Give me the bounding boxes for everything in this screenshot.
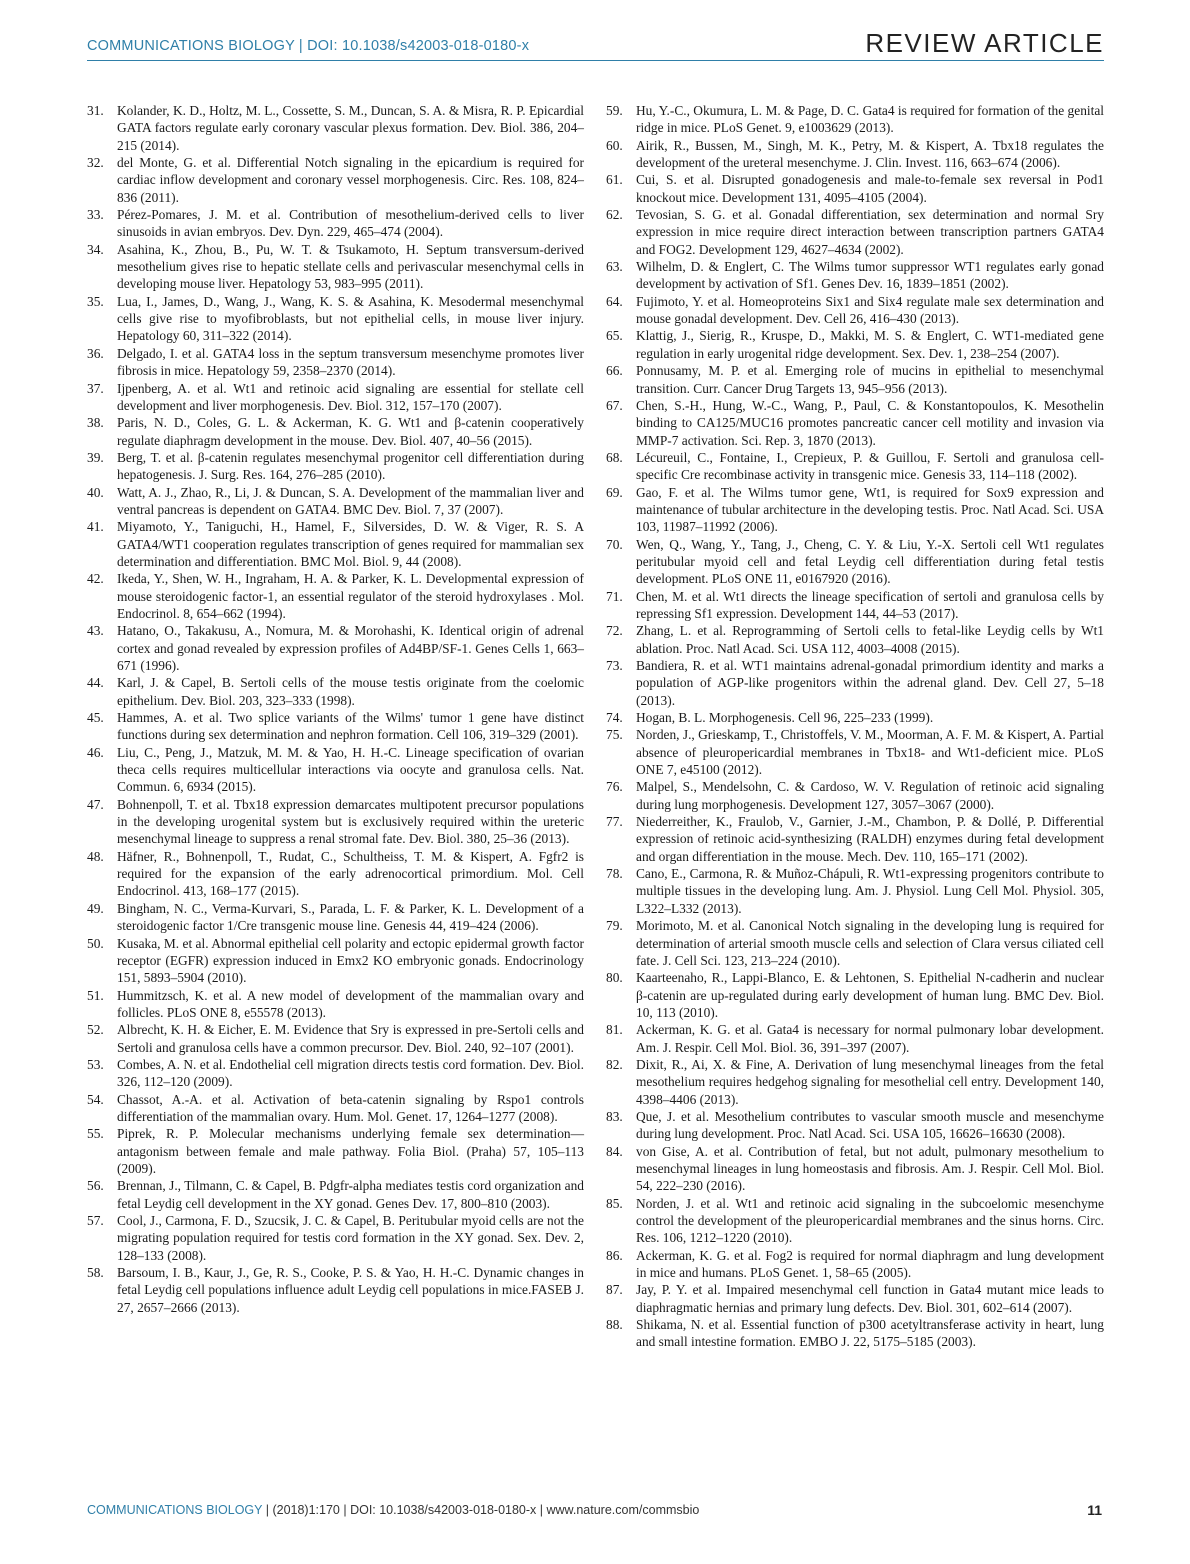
footer-journal-name: COMMUNICATIONS BIOLOGY bbox=[87, 1503, 263, 1517]
reference-text: Fujimoto, Y. et al. Homeoproteins Six1 and Six4 regulate male sex determination and mouse gonadal development. Dev. Cell 26, 416–430 (2013). bbox=[636, 293, 1104, 327]
reference-number: 75. bbox=[606, 727, 623, 743]
reference-number: 52. bbox=[87, 1022, 104, 1038]
reference-number: 45. bbox=[87, 710, 104, 726]
reference-text: Niederreither, K., Fraulob, V., Garnier, J.-M., Chambon, P. & Dollé, P. Differential expression of retinoic acid-synthesizing (RALDH) enzymes during fetal development and organ differentiation in the mouse. Mech. Dev. 110, 165–171 (2002). bbox=[636, 814, 1104, 864]
reference-number: 85. bbox=[606, 1195, 623, 1211]
reference-number: 74. bbox=[606, 710, 623, 726]
footer-citation bbox=[87, 1503, 699, 1517]
reference-number: 59. bbox=[606, 103, 623, 118]
reference-number: 46. bbox=[87, 744, 104, 760]
reference-text: Albrecht, K. H. & Eicher, E. M. Evidence that Sry is expressed in pre-Sertoli cells and Sertoli and granulosa cells have a common precursor. Dev. Biol. 240, 92–107 (2001). bbox=[117, 1022, 584, 1055]
reference-item bbox=[87, 380, 584, 415]
reference-text: Bingham, N. C., Verma-Kurvari, S., Parada, L. F. & Parker, K. L. Development of a steroidogenic factor 1/Cre transgenic mouse line. Genesis 44, 419–424 (2006). bbox=[117, 900, 584, 934]
references-column-right bbox=[606, 102, 1104, 1351]
reference-text: Pérez-Pomares, J. M. et al. Contribution of mesothelium-derived cells to liver sinusoids in avian embryos. Dev. Dyn. 229, 465–474 (2004). bbox=[117, 207, 584, 240]
reference-text: Watt, A. J., Zhao, R., Li, J. & Duncan, S. A. Development of the mammalian liver and ventral pancreas is dependent on GATA4. BMC Dev. Biol. 7, 37 (2007). bbox=[117, 484, 584, 517]
reference-text: Tevosian, S. G. et al. Gonadal differentiation, sex determination and normal Sry expression in mice require direct interaction between transcription partners GATA4 and FOG2. Development 129, 4627–4634 (2002). bbox=[636, 207, 1104, 257]
reference-text: Kolander, K. D., Holtz, M. L., Cossette, S. M., Duncan, S. A. & Misra, R. P. Epicardial GATA factors regulate early coronary vascular plexus formation. Dev. Biol. 386, 204–215 (2014). bbox=[117, 103, 584, 153]
reference-text: von Gise, A. et al. Contribution of fetal, but not adult, pulmonary mesothelium to mesenchymal lineages in lung homeostasis and fibrosis. Am. J. Respir. Cell Mol. Biol. 54, 222–230 (2016). bbox=[636, 1143, 1104, 1194]
reference-item bbox=[87, 345, 584, 380]
reference-item bbox=[87, 102, 584, 154]
reference-number: 32. bbox=[87, 155, 104, 171]
reference-item bbox=[606, 917, 1104, 969]
reference-number: 70. bbox=[606, 536, 623, 552]
reference-item bbox=[606, 449, 1104, 484]
reference-item bbox=[87, 206, 584, 241]
reference-number: 37. bbox=[87, 380, 104, 396]
reference-item bbox=[606, 327, 1104, 362]
reference-item bbox=[606, 813, 1104, 865]
reference-text: Berg, T. et al. β-catenin regulates mesenchymal progenitor cell differentiation during hepatogenesis. J. Surg. Res. 164, 276–285 (2010). bbox=[117, 449, 584, 483]
reference-item bbox=[87, 1264, 584, 1316]
article-type-label: REVIEW ARTICLE bbox=[865, 28, 1104, 58]
reference-text: Ikeda, Y., Shen, W. H., Ingraham, H. A. & Parker, K. L. Developmental expression of mouse steroidogenic factor-1, an essential regulator of the steroid hydroxylases . Mol. Endocrinol. 8, 654–662 (1994). bbox=[117, 571, 584, 621]
reference-number: 44. bbox=[87, 675, 104, 691]
reference-text: Shikama, N. et al. Essential function of p300 acetyltransferase activity in heart, lung and small intestine formation. EMBO J. 22, 5175–5185 (2003). bbox=[636, 1317, 1104, 1350]
reference-text: Liu, C., Peng, J., Matzuk, M. M. & Yao, H. H.-C. Lineage specification of ovarian theca cells requires multicellular interactions via oocyte and granulosa cells. Nat. Commun. 6, 6934 (2015). bbox=[117, 744, 584, 795]
reference-text: Wen, Q., Wang, Y., Tang, J., Cheng, C. Y. & Liu, Y.-X. Sertoli cell Wt1 regulates peritubular myoid cell and fetal Leydig cell differentiation during fetal testis development. PLoS ONE 11, e0167920 (2016). bbox=[636, 536, 1104, 587]
reference-item bbox=[87, 1212, 584, 1264]
reference-item bbox=[606, 536, 1104, 588]
reference-item bbox=[606, 657, 1104, 709]
reference-item bbox=[606, 397, 1104, 449]
references-column-left bbox=[87, 102, 584, 1316]
reference-item bbox=[606, 622, 1104, 657]
reference-number: 62. bbox=[606, 207, 623, 223]
reference-number: 88. bbox=[606, 1317, 623, 1333]
reference-text: Brennan, J., Tilmann, C. & Capel, B. Pdgfr-alpha mediates testis cord organization and fetal Leydig cell development in the XY gonad. Genes Dev. 17, 800–810 (2003). bbox=[117, 1178, 584, 1211]
reference-item bbox=[606, 865, 1104, 917]
reference-number: 77. bbox=[606, 814, 623, 830]
reference-text: Airik, R., Bussen, M., Singh, M. K., Petry, M. & Kispert, A. Tbx18 regulates the development of the ureteral mesenchyme. J. Clin. Invest. 116, 663–674 (2006). bbox=[636, 137, 1104, 171]
reference-text: Karl, J. & Capel, B. Sertoli cells of the mouse testis originate from the coelomic epithelium. Dev. Biol. 203, 323–333 (1998). bbox=[117, 675, 584, 708]
reference-text: Cano, E., Carmona, R. & Muñoz-Chápuli, R. Wt1-expressing progenitors contribute to multiple tissues in the developing lung. Am. J. Physiol. Lung Cell Mol. Physiol. 305, L322–L332 (2013). bbox=[636, 866, 1104, 916]
header-divider bbox=[87, 60, 1104, 61]
reference-text: Piprek, R. P. Molecular mechanisms underlying female sex determination—antagonism between female and male pathway. Folia Biol. (Praha) 57, 105–113 (2009). bbox=[117, 1126, 584, 1176]
reference-item bbox=[87, 1056, 584, 1091]
reference-text: Gao, F. et al. The Wilms tumor gene, Wt1, is required for Sox9 expression and maintenance of tubular architecture in the developing testis. Proc. Natl Acad. Sci. USA 103, 11987–11992 (2006). bbox=[636, 484, 1104, 535]
reference-item bbox=[87, 1091, 584, 1126]
reference-number: 35. bbox=[87, 293, 104, 309]
reference-number: 82. bbox=[606, 1056, 623, 1072]
reference-number: 54. bbox=[87, 1091, 104, 1107]
reference-item bbox=[606, 362, 1104, 397]
reference-item bbox=[87, 518, 584, 570]
reference-text: Cui, S. et al. Disrupted gonadogenesis and male-to-female sex reversal in Pod1 knockout mice. Development 131, 4095–4105 (2004). bbox=[636, 172, 1104, 205]
reference-text: Paris, N. D., Coles, G. L. & Ackerman, K. G. Wt1 and β-catenin cooperatively regulate diaphragm development in the mouse. Dev. Biol. 407, 40–56 (2015). bbox=[117, 415, 584, 448]
footer-citation-details: | (2018)1:170 | DOI: 10.1038/s42003-018-0180-x | www.nature.com/commsbio bbox=[262, 1503, 700, 1517]
reference-item bbox=[87, 1177, 584, 1212]
reference-item bbox=[606, 726, 1104, 778]
reference-item bbox=[87, 449, 584, 484]
reference-number: 34. bbox=[87, 241, 104, 257]
reference-number: 68. bbox=[606, 449, 623, 465]
reference-number: 58. bbox=[87, 1265, 104, 1281]
reference-number: 47. bbox=[87, 796, 104, 812]
reference-item bbox=[606, 1108, 1104, 1143]
reference-item bbox=[606, 102, 1104, 137]
reference-text: Dixit, R., Ai, X. & Fine, A. Derivation of lung mesenchymal lineages from the fetal mesothelium requires hedgehog signaling for mesothelial cell entry. Development 140, 4398–4406 (2013). bbox=[636, 1056, 1104, 1107]
reference-item bbox=[606, 778, 1104, 813]
reference-number: 56. bbox=[87, 1178, 104, 1194]
reference-item bbox=[606, 588, 1104, 623]
reference-number: 71. bbox=[606, 588, 623, 604]
reference-item bbox=[606, 709, 1104, 726]
reference-number: 36. bbox=[87, 345, 104, 361]
reference-number: 39. bbox=[87, 449, 104, 465]
reference-item bbox=[87, 935, 584, 987]
reference-number: 49. bbox=[87, 900, 104, 916]
reference-item bbox=[87, 848, 584, 900]
reference-item bbox=[87, 744, 584, 796]
reference-text: Ackerman, K. G. et al. Gata4 is necessary for normal pulmonary lobar development. Am. J. Respir. Cell Mol. Biol. 36, 391–397 (2007). bbox=[636, 1022, 1104, 1055]
reference-number: 48. bbox=[87, 848, 104, 864]
reference-item bbox=[606, 171, 1104, 206]
reference-text: Jay, P. Y. et al. Impaired mesenchymal cell function in Gata4 mutant mice leads to diaphragmatic hernias and primary lung defects. Dev. Biol. 301, 602–614 (2007). bbox=[636, 1282, 1104, 1315]
reference-item bbox=[606, 1056, 1104, 1108]
reference-item bbox=[87, 293, 584, 345]
reference-item bbox=[87, 709, 584, 744]
reference-number: 86. bbox=[606, 1247, 623, 1263]
reference-item bbox=[606, 258, 1104, 293]
reference-text: Hammes, A. et al. Two splice variants of the Wilms' tumor 1 gene have distinct functions during sex determination and nephron formation. Cell 106, 319–329 (2001). bbox=[117, 710, 584, 743]
reference-item bbox=[606, 1143, 1104, 1195]
reference-number: 50. bbox=[87, 935, 104, 951]
reference-number: 84. bbox=[606, 1143, 623, 1159]
reference-text: Lécureuil, C., Fontaine, I., Crepieux, P. & Guillou, F. Sertoli and granulosa cell-specific Cre recombinase activity in transgenic mice. Genesis 33, 114–118 (2002). bbox=[636, 449, 1104, 483]
reference-item bbox=[87, 154, 584, 206]
reference-number: 64. bbox=[606, 293, 623, 309]
reference-item bbox=[606, 1316, 1104, 1351]
reference-item bbox=[87, 484, 584, 519]
reference-number: 38. bbox=[87, 415, 104, 431]
reference-text: Ponnusamy, M. P. et al. Emerging role of mucins in epithelial to mesenchymal transition. Curr. Cancer Drug Targets 13, 945–956 (2013). bbox=[636, 363, 1104, 396]
reference-text: Norden, J., Grieskamp, T., Christoffels, V. M., Moorman, A. F. M. & Kispert, A. Partial absence of pleuropericardial membranes in Tbx18- and Wt1-deficient mice. PLoS ONE 7, e45100 (2012). bbox=[636, 727, 1104, 778]
reference-text: Que, J. et al. Mesothelium contributes to vascular smooth muscle and mesenchyme during lung development. Proc. Natl Acad. Sci. USA 105, 16626–16630 (2008). bbox=[636, 1108, 1104, 1142]
reference-text: Combes, A. N. et al. Endothelial cell migration directs testis cord formation. Dev. Biol. 326, 112–120 (2009). bbox=[117, 1056, 584, 1090]
reference-number: 83. bbox=[606, 1108, 623, 1124]
reference-number: 60. bbox=[606, 137, 623, 153]
reference-number: 76. bbox=[606, 779, 623, 795]
reference-number: 72. bbox=[606, 623, 623, 639]
reference-number: 61. bbox=[606, 172, 623, 188]
reference-number: 78. bbox=[606, 866, 623, 882]
reference-text: Hatano, O., Takakusu, A., Nomura, M. & Morohashi, K. Identical origin of adrenal cortex and gonad revealed by expression profiles of Ad4BP/SF-1. Genes Cells 1, 663–671 (1996). bbox=[117, 623, 584, 673]
reference-item bbox=[87, 241, 584, 293]
reference-item bbox=[606, 1247, 1104, 1282]
reference-item bbox=[87, 414, 584, 449]
reference-item bbox=[87, 987, 584, 1022]
reference-text: Kusaka, M. et al. Abnormal epithelial cell polarity and ectopic epidermal growth factor receptor (EGFR) expression induced in Emx2 KO embryonic gonads. Endocrinology 151, 5893–5904 (2010). bbox=[117, 935, 584, 986]
reference-item bbox=[87, 570, 584, 622]
reference-number: 63. bbox=[606, 259, 623, 275]
reference-item bbox=[606, 484, 1104, 536]
reference-item bbox=[87, 1125, 584, 1177]
reference-item bbox=[606, 1281, 1104, 1316]
reference-text: Zhang, L. et al. Reprogramming of Sertoli cells to fetal-like Leydig cells by Wt1 ablation. Proc. Natl Acad. Sci. USA 112, 4003–4008 (2015). bbox=[636, 623, 1104, 656]
reference-text: Ijpenberg, A. et al. Wt1 and retinoic acid signaling are essential for stellate cell development and liver morphogenesis. Dev. Biol. 312, 157–170 (2007). bbox=[117, 380, 584, 413]
reference-text: Hummitzsch, K. et al. A new model of development of the mammalian ovary and follicles. PLoS ONE 8, e55578 (2013). bbox=[117, 987, 584, 1020]
reference-number: 31. bbox=[87, 103, 104, 118]
reference-text: Chen, S.-H., Hung, W.-C., Wang, P., Paul, C. & Konstantopoulos, K. Mesothelin binding to CA125/MUC16 promotes pancreatic cancer cell motility and invasion via MMP-7 activation. Sci. Rep. 3, 1870 (2013). bbox=[636, 397, 1104, 448]
reference-text: Klattig, J., Sierig, R., Kruspe, D., Makki, M. S. & Englert, C. WT1-mediated gene regulation in early urogenital ridge development. Sex. Dev. 1, 238–254 (2007). bbox=[636, 328, 1104, 361]
reference-item bbox=[87, 1021, 584, 1056]
reference-item bbox=[606, 206, 1104, 258]
reference-number: 67. bbox=[606, 397, 623, 413]
reference-number: 73. bbox=[606, 658, 623, 673]
reference-item bbox=[87, 900, 584, 935]
reference-number: 65. bbox=[606, 328, 623, 344]
reference-text: Morimoto, M. et al. Canonical Notch signaling in the developing lung is required for determination of arterial smooth muscle cells and selection of Clara versus ciliated cell fate. J. Cell Sci. 123, 213–224 (2010). bbox=[636, 918, 1104, 968]
reference-text: Bandiera, R. et al. WT1 maintains adrenal-gonadal primordium identity and marks a population of AGP-like progenitors within the adrenal gland. Dev. Cell 27, 5–18 (2013). bbox=[636, 658, 1104, 708]
reference-text: Cool, J., Carmona, F. D., Szucsik, J. C. & Capel, B. Peritubular myoid cells are not the migrating population required for testis cord formation in the XY gonad. Sex. Dev. 2, 128–133 (2008). bbox=[117, 1213, 584, 1263]
reference-item bbox=[606, 1021, 1104, 1056]
reference-text: Häfner, R., Bohnenpoll, T., Rudat, C., Schultheiss, T. M. & Kispert, A. Fgfr2 is required for the expansion of the early adrenocortical primordium. Mol. Cell Endocrinol. 413, 168–177 (2015). bbox=[117, 848, 584, 899]
reference-number: 66. bbox=[606, 363, 623, 379]
reference-number: 79. bbox=[606, 918, 623, 934]
reference-number: 80. bbox=[606, 970, 623, 986]
reference-number: 41. bbox=[87, 519, 104, 535]
reference-number: 33. bbox=[87, 207, 104, 223]
reference-text: Bohnenpoll, T. et al. Tbx18 expression demarcates multipotent precursor populations in the developing urogenital system but is exclusively required within the ureteric mesenchymal lineage to suppress a renal stromal fate. Dev. Biol. 380, 25–36 (2013). bbox=[117, 796, 584, 847]
reference-item bbox=[606, 969, 1104, 1021]
reference-text: Asahina, K., Zhou, B., Pu, W. T. & Tsukamoto, H. Septum transversum-derived mesothelium gives rise to hepatic stellate cells and perivascular mesenchymal cells in developing mouse liver. Hepatology 53, 983–995 (2011). bbox=[117, 241, 584, 292]
reference-number: 51. bbox=[87, 987, 104, 1003]
reference-text: Hogan, B. L. Morphogenesis. Cell 96, 225–233 (1999). bbox=[636, 710, 934, 726]
reference-text: Norden, J. et al. Wt1 and retinoic acid signaling in the subcoelomic mesenchyme control the development of the pleuropericardial membranes and the sinus horns. Circ. Res. 106, 1212–1220 (2010). bbox=[636, 1195, 1104, 1246]
reference-text: Kaarteenaho, R., Lappi-Blanco, E. & Lehtonen, S. Epithelial N-cadherin and nuclear β-catenin are up-regulated during early development of human lung. BMC Dev. Biol. 10, 113 (2010). bbox=[636, 970, 1104, 1020]
reference-text: Lua, I., James, D., Wang, J., Wang, K. S. & Asahina, K. Mesodermal mesenchymal cells give rise to myofibroblasts, but not epithelial cells, in mouse liver injury. Hepatology 60, 311–322 (2014). bbox=[117, 293, 584, 344]
reference-text: Wilhelm, D. & Englert, C. The Wilms tumor suppressor WT1 regulates early gonad development by activation of Sf1. Genes Dev. 16, 1839–1851 (2002). bbox=[636, 259, 1104, 292]
reference-number: 55. bbox=[87, 1126, 104, 1142]
reference-text: Malpel, S., Mendelsohn, C. & Cardoso, W. V. Regulation of retinoic acid signaling during lung morphogenesis. Development 127, 3057–3067 (2000). bbox=[636, 779, 1104, 812]
page-number: 11 bbox=[1087, 1502, 1102, 1518]
reference-item bbox=[606, 137, 1104, 172]
reference-text: Chen, M. et al. Wt1 directs the lineage specification of sertoli and granulosa cells by repressing Sf1 expression. Development 144, 44–53 (2017). bbox=[636, 588, 1104, 621]
reference-text: del Monte, G. et al. Differential Notch signaling in the epicardium is required for cardiac inflow development and coronary vessel morphogenesis. Circ. Res. 108, 824–836 (2011). bbox=[117, 155, 584, 205]
reference-text: Hu, Y.-C., Okumura, L. M. & Page, D. C. Gata4 is required for formation of the genital ridge in mice. PLoS Genet. 9, e1003629 (2013). bbox=[636, 103, 1104, 136]
running-header-journal-doi: COMMUNICATIONS BIOLOGY | DOI: 10.1038/s42003-018-0180-x bbox=[87, 38, 530, 54]
reference-text: Miyamoto, Y., Taniguchi, H., Hamel, F., Silversides, D. W. & Viger, R. S. A GATA4/WT1 cooperation regulates transcription of genes required for mammalian sex determination and differentiation. BMC Mol. Biol. 9, 44 (2008). bbox=[117, 519, 584, 569]
reference-item bbox=[606, 293, 1104, 328]
reference-number: 43. bbox=[87, 623, 104, 639]
reference-number: 87. bbox=[606, 1282, 623, 1298]
reference-number: 81. bbox=[606, 1022, 623, 1038]
reference-item bbox=[87, 622, 584, 674]
reference-text: Ackerman, K. G. et al. Fog2 is required for normal diaphragm and lung development in mice and humans. PLoS Genet. 1, 58–65 (2005). bbox=[636, 1247, 1104, 1281]
reference-text: Barsoum, I. B., Kaur, J., Ge, R. S., Cooke, P. S. & Yao, H. H.-C. Dynamic changes in fetal Leydig cell populations influence adult Leydig cell populations in mice.FASEB J. 27, 2657–2666 (2013). bbox=[117, 1265, 584, 1315]
reference-number: 53. bbox=[87, 1056, 104, 1072]
reference-number: 42. bbox=[87, 571, 104, 587]
reference-item bbox=[87, 796, 584, 848]
reference-number: 57. bbox=[87, 1213, 104, 1228]
reference-text: Chassot, A.-A. et al. Activation of beta-catenin signaling by Rspo1 controls differentiation of the mammalian ovary. Hum. Mol. Genet. 17, 1264–1277 (2008). bbox=[117, 1091, 584, 1124]
reference-number: 69. bbox=[606, 484, 623, 500]
reference-number: 40. bbox=[87, 484, 104, 500]
reference-text: Delgado, I. et al. GATA4 loss in the septum transversum mesenchyme promotes liver fibrosis in mice. Hepatology 59, 2358–2370 (2014). bbox=[117, 345, 584, 379]
reference-item bbox=[606, 1195, 1104, 1247]
reference-item bbox=[87, 674, 584, 709]
